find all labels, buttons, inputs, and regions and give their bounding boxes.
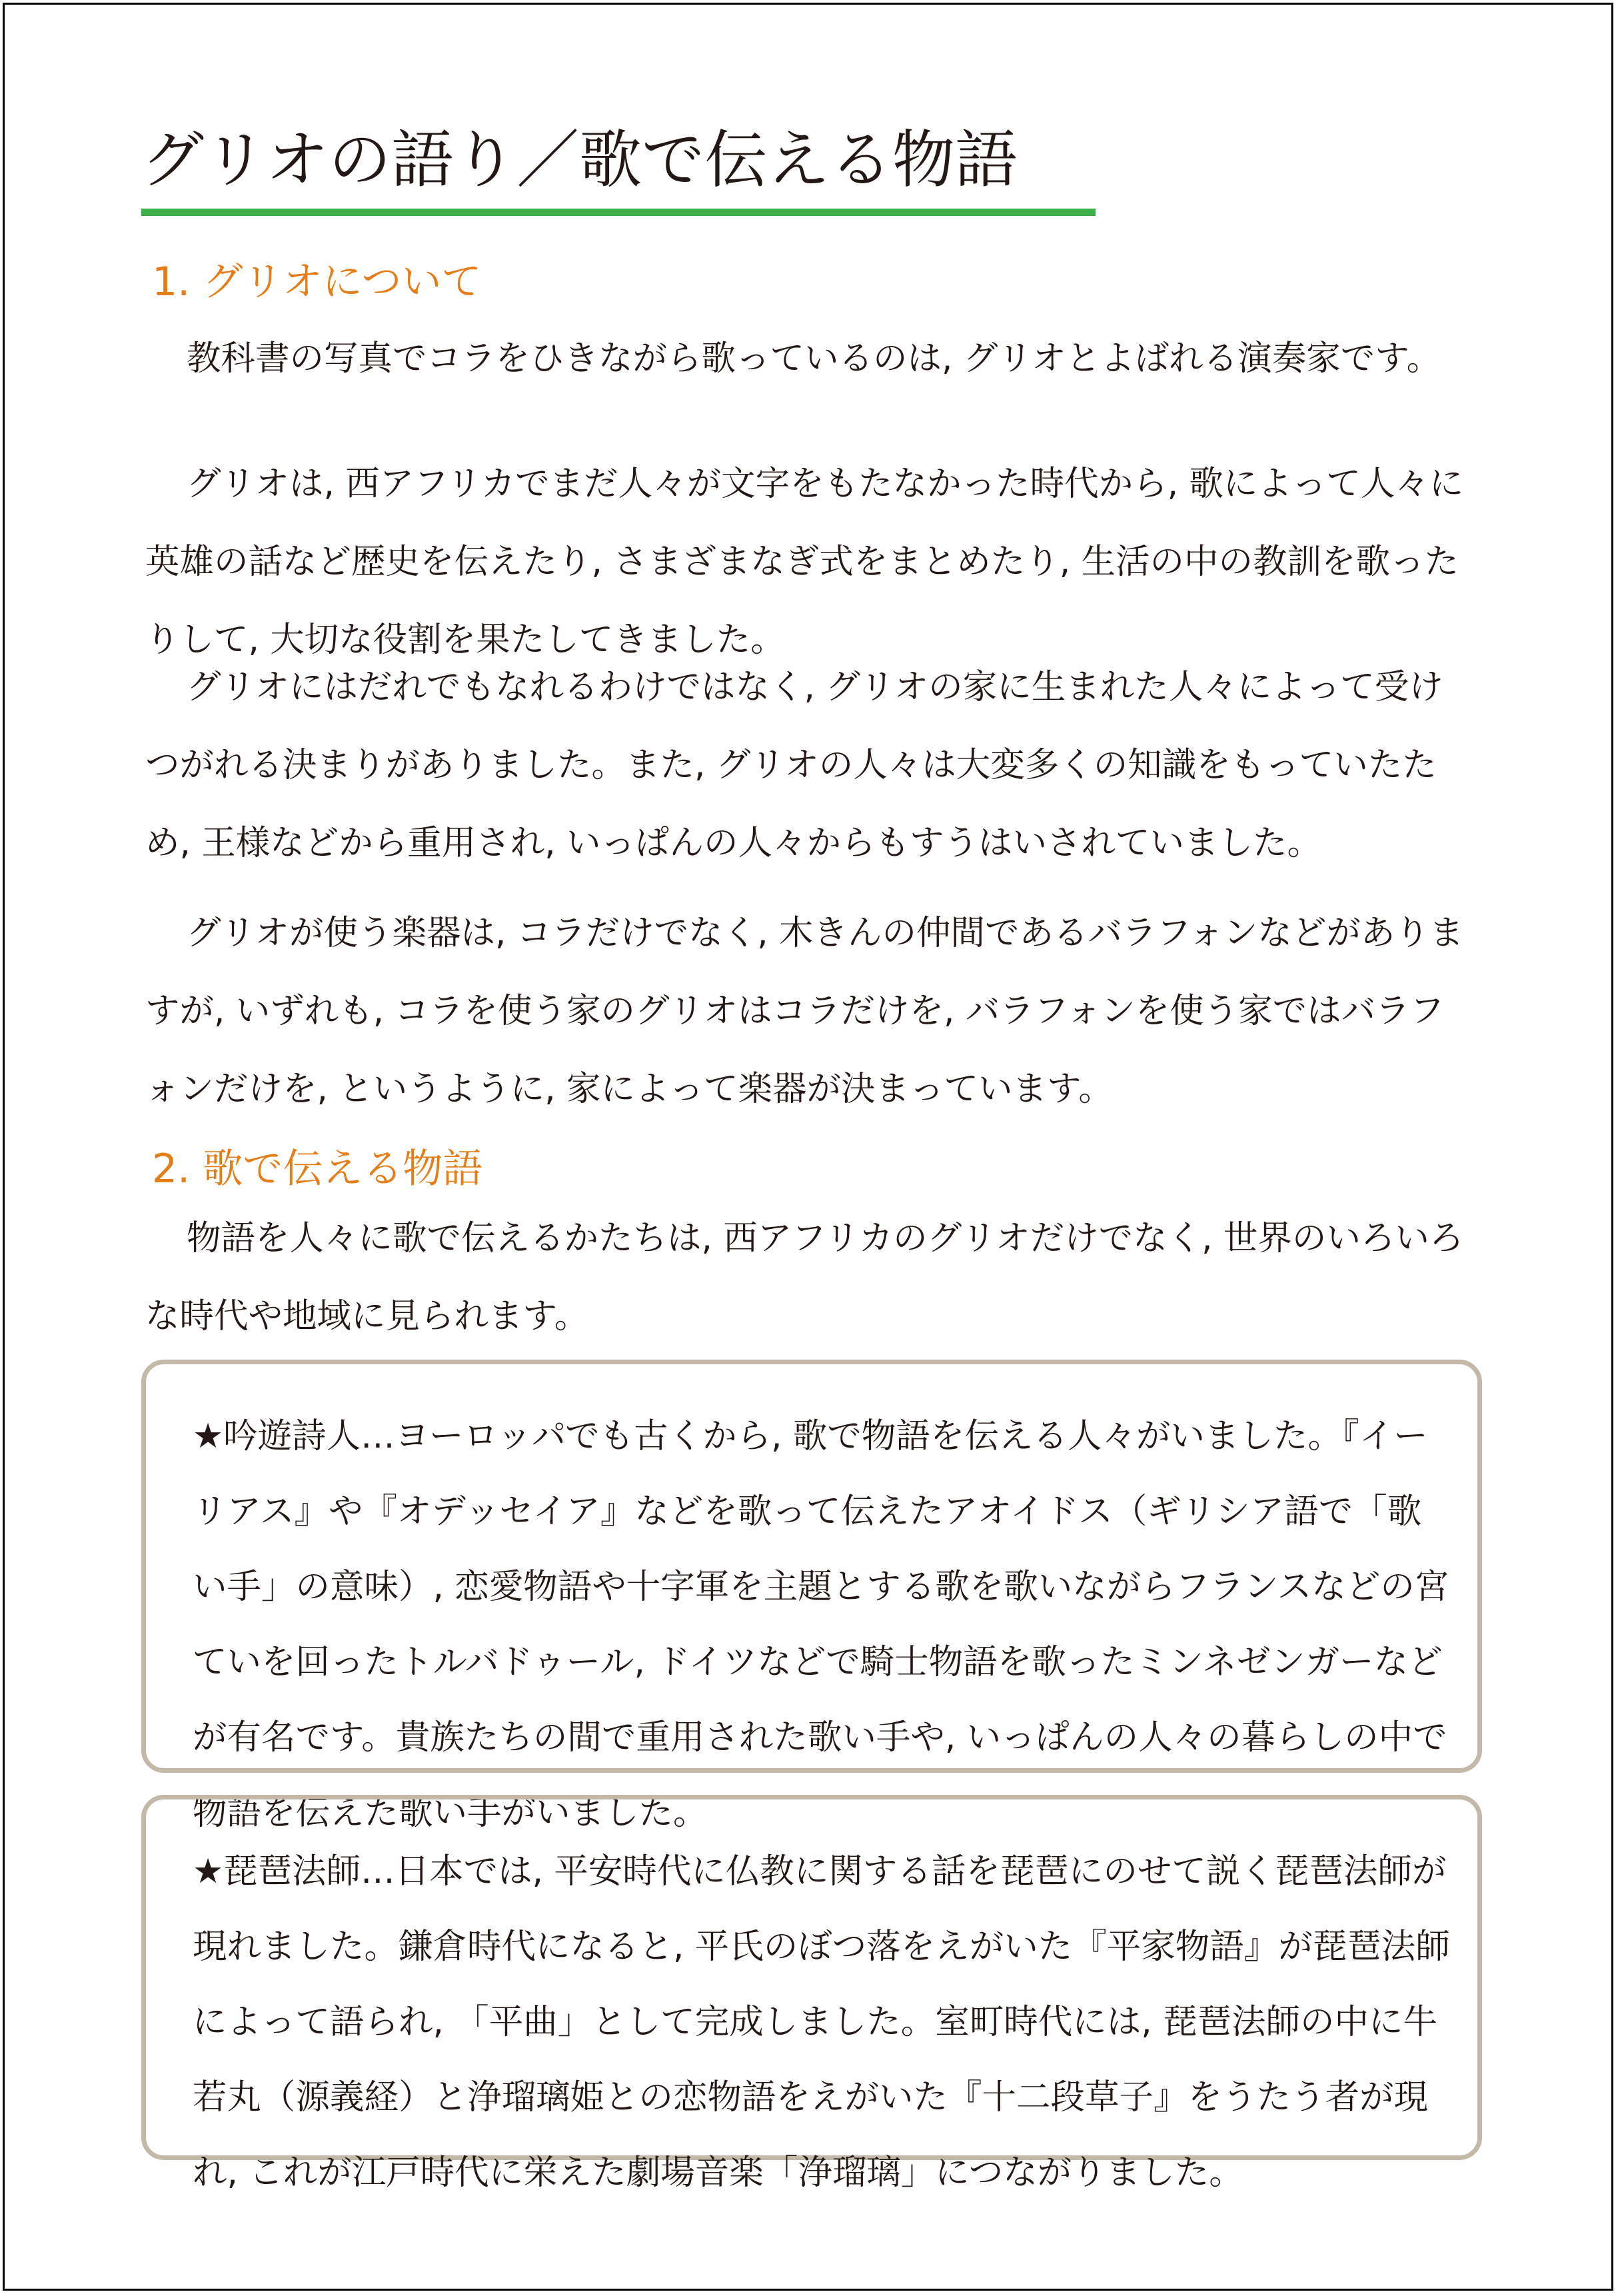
star-icon: ★ (193, 1851, 224, 1891)
title-underline (141, 209, 1096, 216)
biwa-hoshi-description: 琵琶法師…日本では, 平安時代に仏教に関する話を琵琶にのせて説く琵琶法師が現れました。鎌倉時代になると, 平氏のぼつ落をえがいた『平家物語』が琵琶法師によって語られ, 「平曲」として完成しました。室町時代には, 琵琶法師の中に牛若丸（源義経）と浄瑠璃姫との恋物語をえがいた『十二段草子』をうたう者が現れ, これが江戸時代に栄えた劇場音楽「浄瑠璃」につながりました。 (193, 1851, 1450, 2193)
section-heading-griot: 1. グリオについて (152, 259, 482, 305)
paragraph: グリオは, 西アフリカでまだ人々が文字をもたなかった時代から, 歌によって人々に英雄の話など歴史を伝えたり, さまざまなぎ式をまとめたり, 生活の中の教訓を歌ったりして, 大切な役割を果たしてきました。 (145, 464, 1464, 660)
paragraph: 物語を人々に歌で伝えるかたちは, 西アフリカのグリオだけでなく, 世界のいろいろな時代や地域に見られます。 (145, 1218, 1464, 1336)
paragraph: 教科書の写真でコラをひきながら歌っているのは, グリオとよばれる演奏家です。 (187, 339, 1441, 379)
page-title: グリオの語り／歌で伝える物語 (141, 124, 1018, 197)
minstrel-description: 吟遊詩人…ヨーロッパでも古くから, 歌で物語を伝える人々がいました。『イーリアス』や『オデッセイア』などを歌って伝えたアオイドス（ギリシア語で「歌い手」の意味）, 恋愛物語や十字軍を主題とする歌を歌いながらフランスなどの宮ていを回ったトルバドゥール, ドイツなどで騎士物語を歌ったミンネゼンガーなどが有名です。貴族たちの間で重用された歌い手や, いっぱんの人々の暮らしの中で物語を伝えた歌い手がいました。 (193, 1416, 1449, 1833)
info-box-minstrels (141, 1360, 1482, 1833)
info-box-biwa-hoshi (141, 1795, 1482, 2193)
info-box-text (193, 1834, 1455, 2211)
section-heading-sung-stories: 2. 歌で伝える物語 (152, 1146, 483, 1192)
star-icon: ★ (193, 1416, 224, 1456)
paragraph: グリオが使う楽器は, コラだけでなく, 木きんの仲間であるバラフォンなどがありますが, いずれも, コラを使う家のグリオはコラだけを, バラフォンを使う家ではバラフォンだけを, というように, 家によって楽器が決まっています。 (145, 913, 1464, 1109)
info-box-text (193, 1399, 1455, 1851)
paragraph: グリオにはだれでもなれるわけではなく, グリオの家に生まれた人々によって受けつがれる決まりがありました。また, グリオの人々は大変多くの知識をもっていたため, 王様などから重用され, いっぱんの人々からもすうはいされていました。 (145, 667, 1443, 863)
